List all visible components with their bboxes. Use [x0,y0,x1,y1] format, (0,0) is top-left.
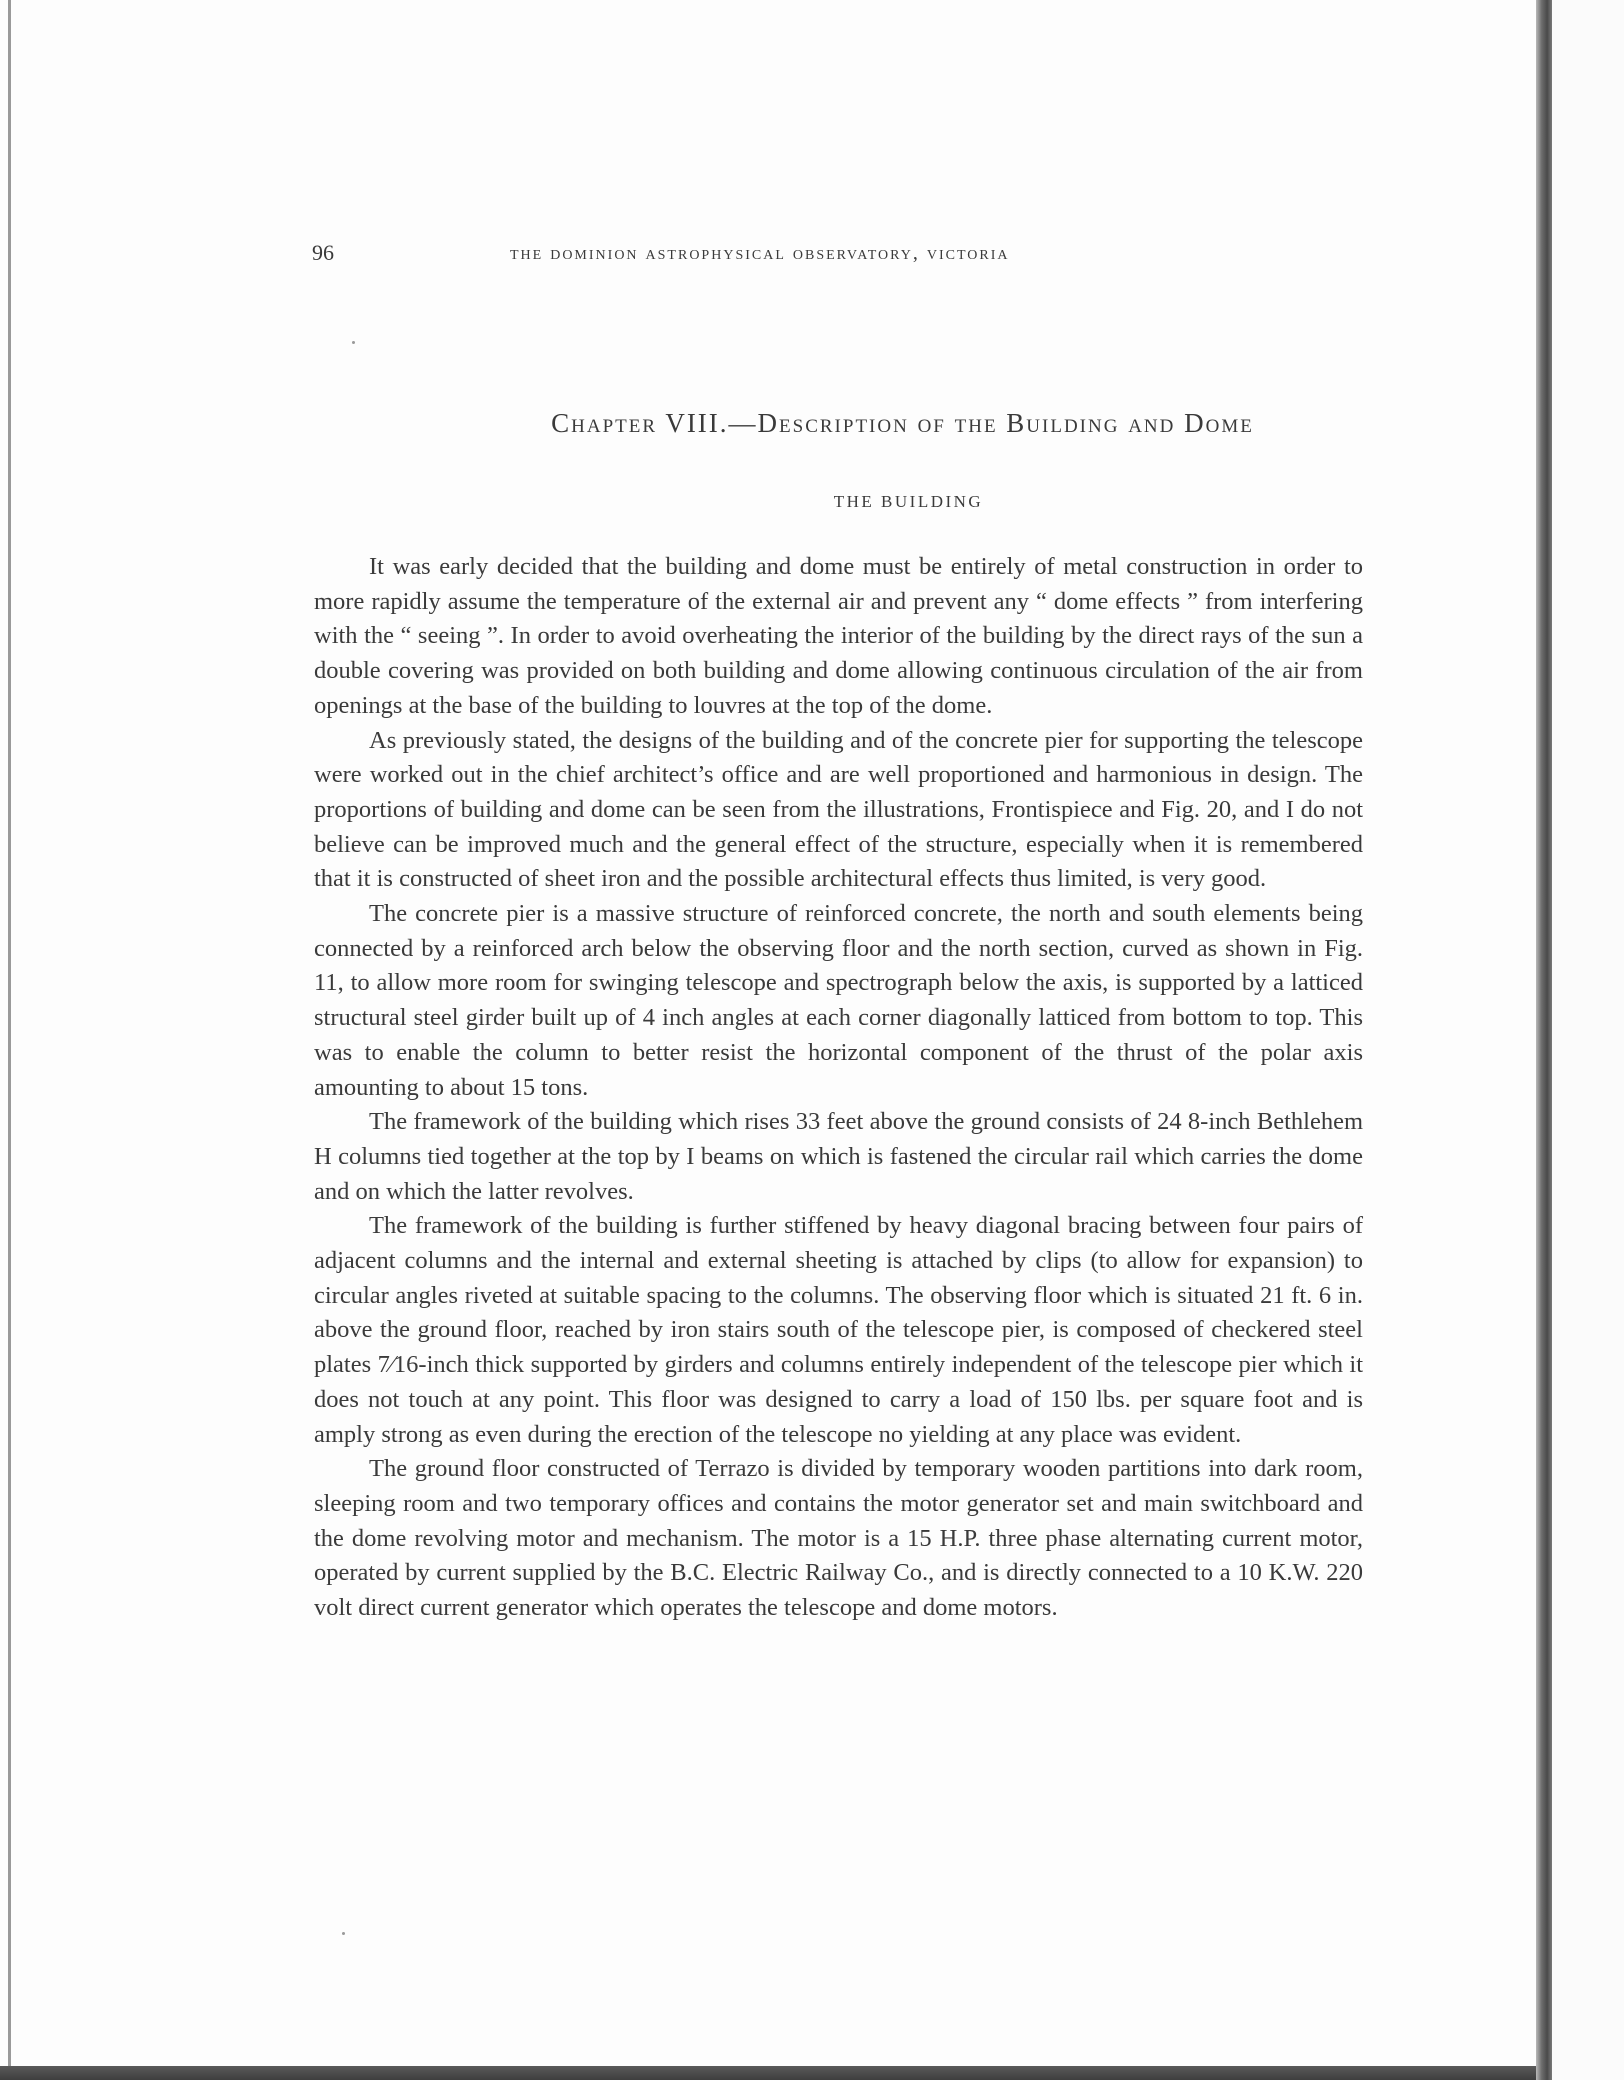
running-title: the dominion astrophysical observatory, victoria [510,242,1010,264]
paragraph-4: The framework of the building which rises 33 feet above the ground consists of 24 8-inch Bethlehem H columns tied together at the top by I beams on which is fastened the circular rail which carries the dome and on which the latter revolves. [314,1108,1363,1205]
page-number: 96 [312,240,334,265]
chapter-title: Chapter VIII.—Description of the Building and Dome [551,408,1254,438]
scan-speck [352,341,355,344]
facing-page-margin [1552,0,1624,2080]
paragraph-3: The concrete pier is a massive structure of reinforced concrete, the north and south elements being connected by a reinforced arch below the observing floor and the north section, curved as shown in Fig. 11, to allow more room for swinging telescope and spectrograph below the axis, is supported by a latticed structural steel girder built up of 4 inch angles at each corner diagonally latticed from bottom to top. This was to enable the column to better resist the horizontal component of the thrust of the polar axis amounting to about 15 tons. [314,900,1363,1101]
running-head [312,240,1182,266]
book-binding-edge [1536,0,1552,2080]
paragraph-1: It was early decided that the building and dome must be entirely of metal construction in order to more rapidly assume the temperature of the external air and prevent any “ dome effects ” from interfering with the “ seeing ”. In order to avoid overheating the interior of the building by the direct rays of the sun a double covering was provided on both building and dome allowing continuous circulation of the air from openings at the base of the building to louvres at the top of the dome. [314,553,1363,719]
paragraph-6: The ground floor constructed of Terrazo is divided by temporary wooden partitions into dark room, sleeping room and two temporary offices and contains the motor generator set and main switchboard and the dome revolving motor and mechanism. The motor is a 15 H.P. three phase alternating current motor, operated by current supplied by the B.C. Electric Railway Co., and is directly connected to a 10 K.W. 220 volt direct current generator which operates the telescope and dome motors. [314,1455,1363,1622]
scan-left-border [8,0,11,2066]
scan-bottom-border [0,2066,1536,2080]
paragraph-5: The framework of the building is further stiffened by heavy diagonal bracing between four pairs of adjacent columns and the internal and external sheeting is attached by clips (to allow for expansion) to circular angles riveted at suitable spacing to the columns. The observing floor which is situated 21 ft. 6 in. above the ground floor, reached by iron stairs south of the telescope pier, is composed of checkered steel plates 7⁄16-inch thick supported by girders and columns entirely independent of the telescope pier which it does not touch at any point. This floor was designed to carry a load of 150 lbs. per square foot and is amply strong as even during the erection of the telescope no yielding at any place was evident. [314,1212,1363,1448]
body-text [314,550,1363,1626]
paragraph-2: As previously stated, the designs of the building and of the concrete pier for supporting the telescope were worked out in the chief architect’s office and are well proportioned and harmonious in design. The proportions of building and dome can be seen from the illustrations, Frontispiece and Fig. 20, and I do not believe can be improved much and the general effect of the structure, especially when it is remembered that it is constructed of sheet iron and the possible architectural effects thus limited, is very good. [314,726,1363,893]
section-heading: THE BUILDING [833,492,984,511]
scan-speck [342,1932,345,1935]
